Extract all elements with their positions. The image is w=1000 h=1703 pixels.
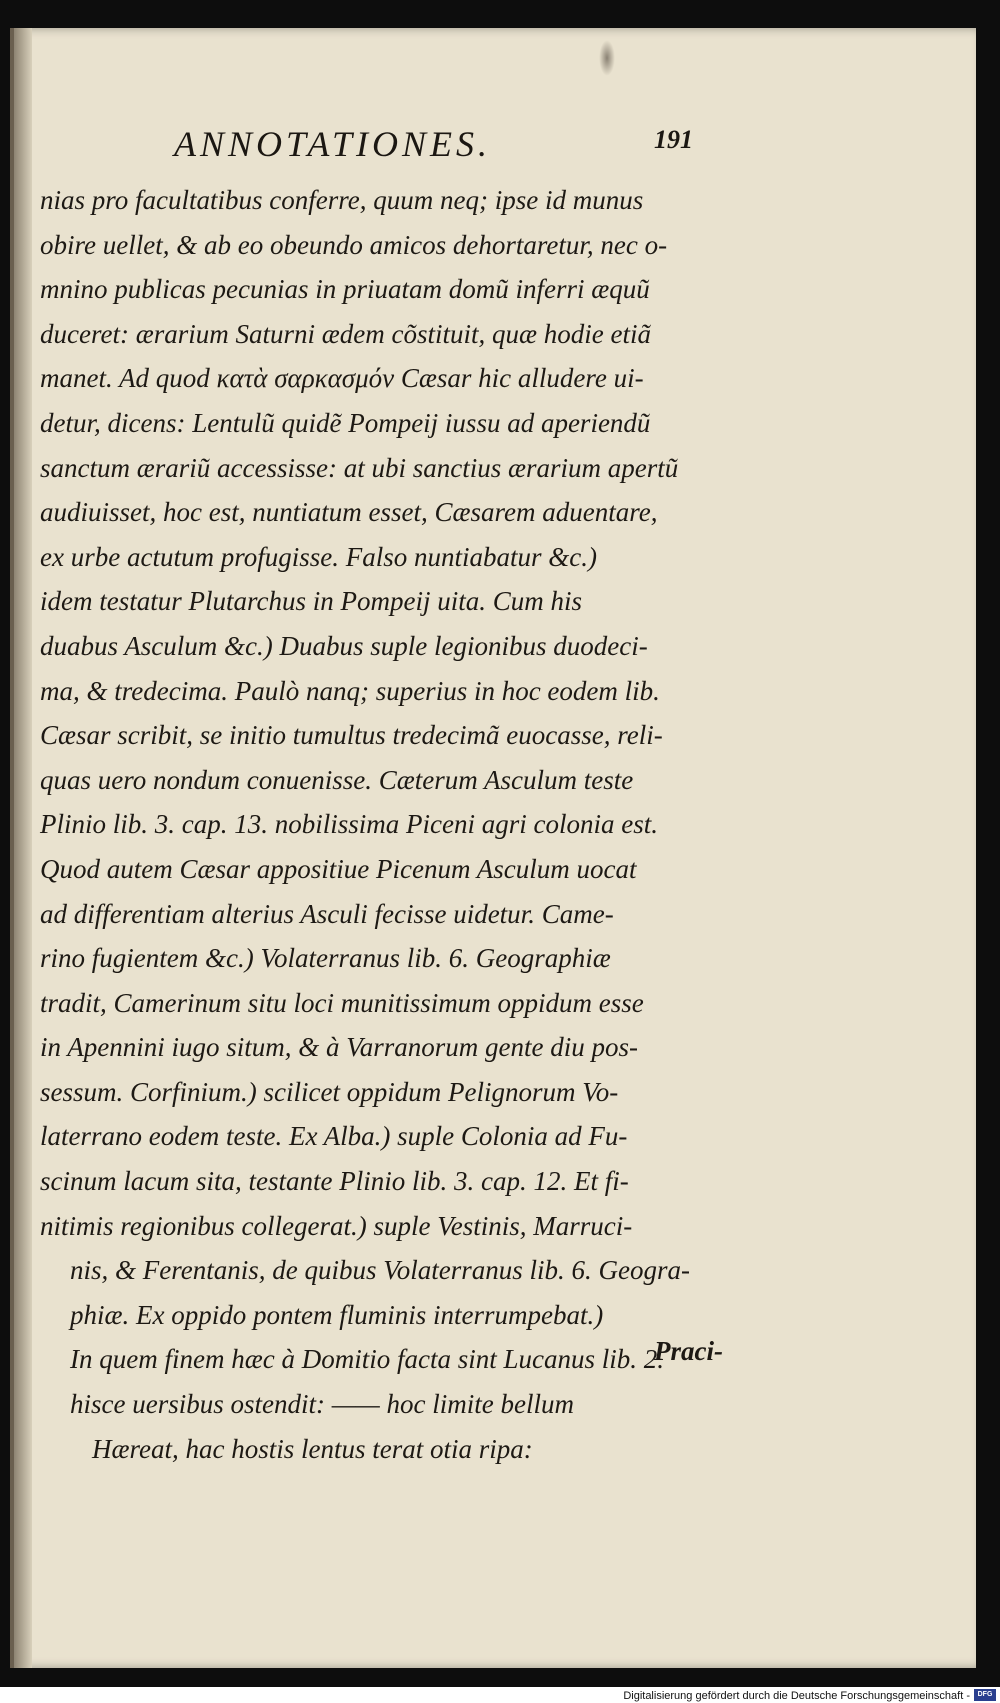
text-line: nitimis regionibus collegerat.) suple Vestinis, Marruci- xyxy=(40,1210,633,1241)
text-line: duceret: ærarium Saturni ædem cõstituit, quæ hodie etiã xyxy=(40,318,651,349)
text-line: scinum lacum sita, testante Plinio lib. 3. cap. 12. Et fi- xyxy=(40,1166,629,1197)
text-line: sanctum ærariũ accessisse: at ubi sanctius ærarium apertũ xyxy=(40,452,679,483)
body-text xyxy=(40,178,750,1471)
text-line: nias pro facultatibus conferre, quum neq; ipse id munus xyxy=(40,185,644,215)
text-line: Cæsar scribit, se initio tumultus tredecimã euocasse, reli- xyxy=(40,720,663,751)
text-line: laterrano eodem teste. Ex Alba.) suple Colonia ad Fu- xyxy=(40,1121,628,1152)
text-line: quas uero nondum conuenisse. Cæterum Asculum teste xyxy=(40,764,634,795)
running-head xyxy=(14,123,976,173)
text-line: hisce uersibus ostendit: —— hoc limite bellum xyxy=(70,1389,574,1420)
text-line: idem testatur Plutarchus in Pompeij uita. Cum his xyxy=(40,586,582,617)
text-line: phiæ. Ex oppido pontem fluminis interrumpebat.) xyxy=(70,1299,604,1330)
text-line: Quod autem Cæsar appositiue Picenum Asculum uocat xyxy=(40,853,637,884)
text-line: nis, & Ferentanis, de quibus Volaterranus lib. 6. Geogra- xyxy=(70,1255,690,1286)
text-line: duabus Asculum &c.) Duabus suple legionibus duodeci- xyxy=(40,630,648,661)
footer-credit: Digitalisierung gefördert durch die Deutsche Forschungsgemeinschaft - xyxy=(623,1690,970,1702)
page-gutter-shadow xyxy=(14,28,32,1668)
text-line: obire uellet, & ab eo obeundo amicos dehortaretur, nec o- xyxy=(40,229,668,260)
text-line: ma, & tredecima. Paulò nanq; superius in hoc eodem lib. xyxy=(40,675,660,706)
text-line: sessum. Corfinium.) scilicet oppidum Pelignorum Vo- xyxy=(40,1076,619,1107)
text-line: rino fugientem &c.) Volaterranus lib. 6. Geographiæ xyxy=(40,943,611,974)
text-line: mnino publicas pecunias in priuatam domũ inferri æquũ xyxy=(40,274,650,305)
text-line: Hæreat, hac hostis lentus terat otia ripa: xyxy=(92,1433,533,1464)
footer-bar xyxy=(0,1687,1000,1703)
text-line: ex urbe actutum profugisse. Falso nuntiabatur &c.) xyxy=(40,541,597,572)
text-line: tradit, Camerinum situ loci munitissimum oppidum esse xyxy=(40,987,644,1018)
catchword: Praci- xyxy=(654,1336,723,1366)
text-line: In quem finem hæc à Domitio facta sint Lucanus lib. 2. xyxy=(70,1344,664,1375)
text-line: manet. Ad quod κατὰ σαρκασμόν Cæsar hic alludere ui- xyxy=(40,363,644,394)
running-head-title: ANNOTATIONES. xyxy=(174,124,492,164)
text-line: Plinio lib. 3. cap. 13. nobilissima Piceni agri colonia est. xyxy=(40,809,658,840)
text-line: in Apennini iugo situm, & à Varranorum gente diu pos- xyxy=(40,1032,638,1063)
page-number: 191 xyxy=(654,125,693,154)
book-page xyxy=(10,28,976,1668)
text-line: detur, dicens: Lentulũ quidẽ Pompeij iussu ad aperiendũ xyxy=(40,407,651,438)
dfg-logo: DFG xyxy=(974,1689,996,1701)
text-line: ad differentiam alterius Asculi fecisse uidetur. Came- xyxy=(40,898,614,929)
text-line: audiuisset, hoc est, nuntiatum esset, Cæsarem aduentare, xyxy=(40,497,658,528)
paper-blemish xyxy=(599,40,615,76)
